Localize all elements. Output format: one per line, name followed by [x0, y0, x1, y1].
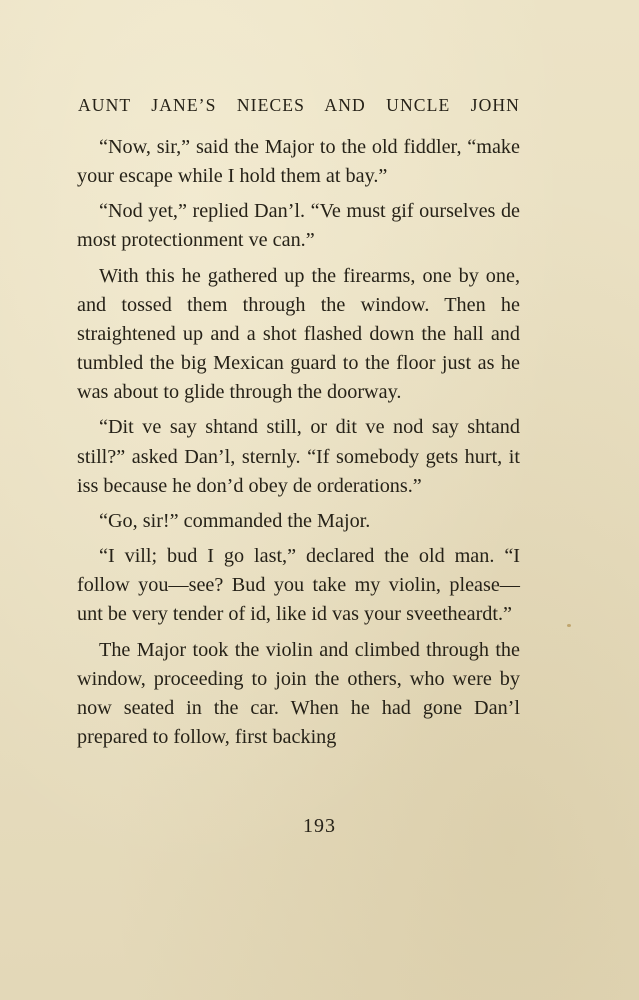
paragraph: “I vill; bud I go last,” declared the old man. “I follow you—see? Bud you take my violin, please—unt be very tender of id, like id vas your sveetheardt.”: [77, 545, 520, 626]
body-text: [77, 133, 520, 758]
paragraph: “Dit ve say shtand still, or dit ve nod say shtand still?” asked Dan’l, sternly. “If somebody gets hurt, it iss because he don’d obey de orderations.”: [77, 416, 520, 497]
paper-speck: [567, 624, 571, 627]
paragraph: “Now, sir,” said the Major to the old fiddler, “make your escape while I hold them at bay.”: [77, 136, 520, 188]
paragraph: The Major took the violin and climbed through the window, proceeding to join the others, who were by now seated in the car. When he had gone Dan’l prepared to follow, first backing: [77, 638, 520, 748]
paragraph: “Nod yet,” replied Dan’l. “Ve must gif ourselves de most protectionment ve can.”: [77, 200, 520, 252]
page-number: 193: [303, 815, 336, 837]
paragraph: With this he gathered up the firearms, one by one, and tossed them through the window. Then he straightened up and a shot flashed down the hall and tumbled the big Mexican guard to the floor just as he was about to glide through the doorway.: [77, 264, 520, 404]
running-head: AUNT JANE’S NIECES AND UNCLE JOHN: [78, 95, 520, 115]
paragraph: “Go, sir!” commanded the Major.: [99, 509, 371, 532]
